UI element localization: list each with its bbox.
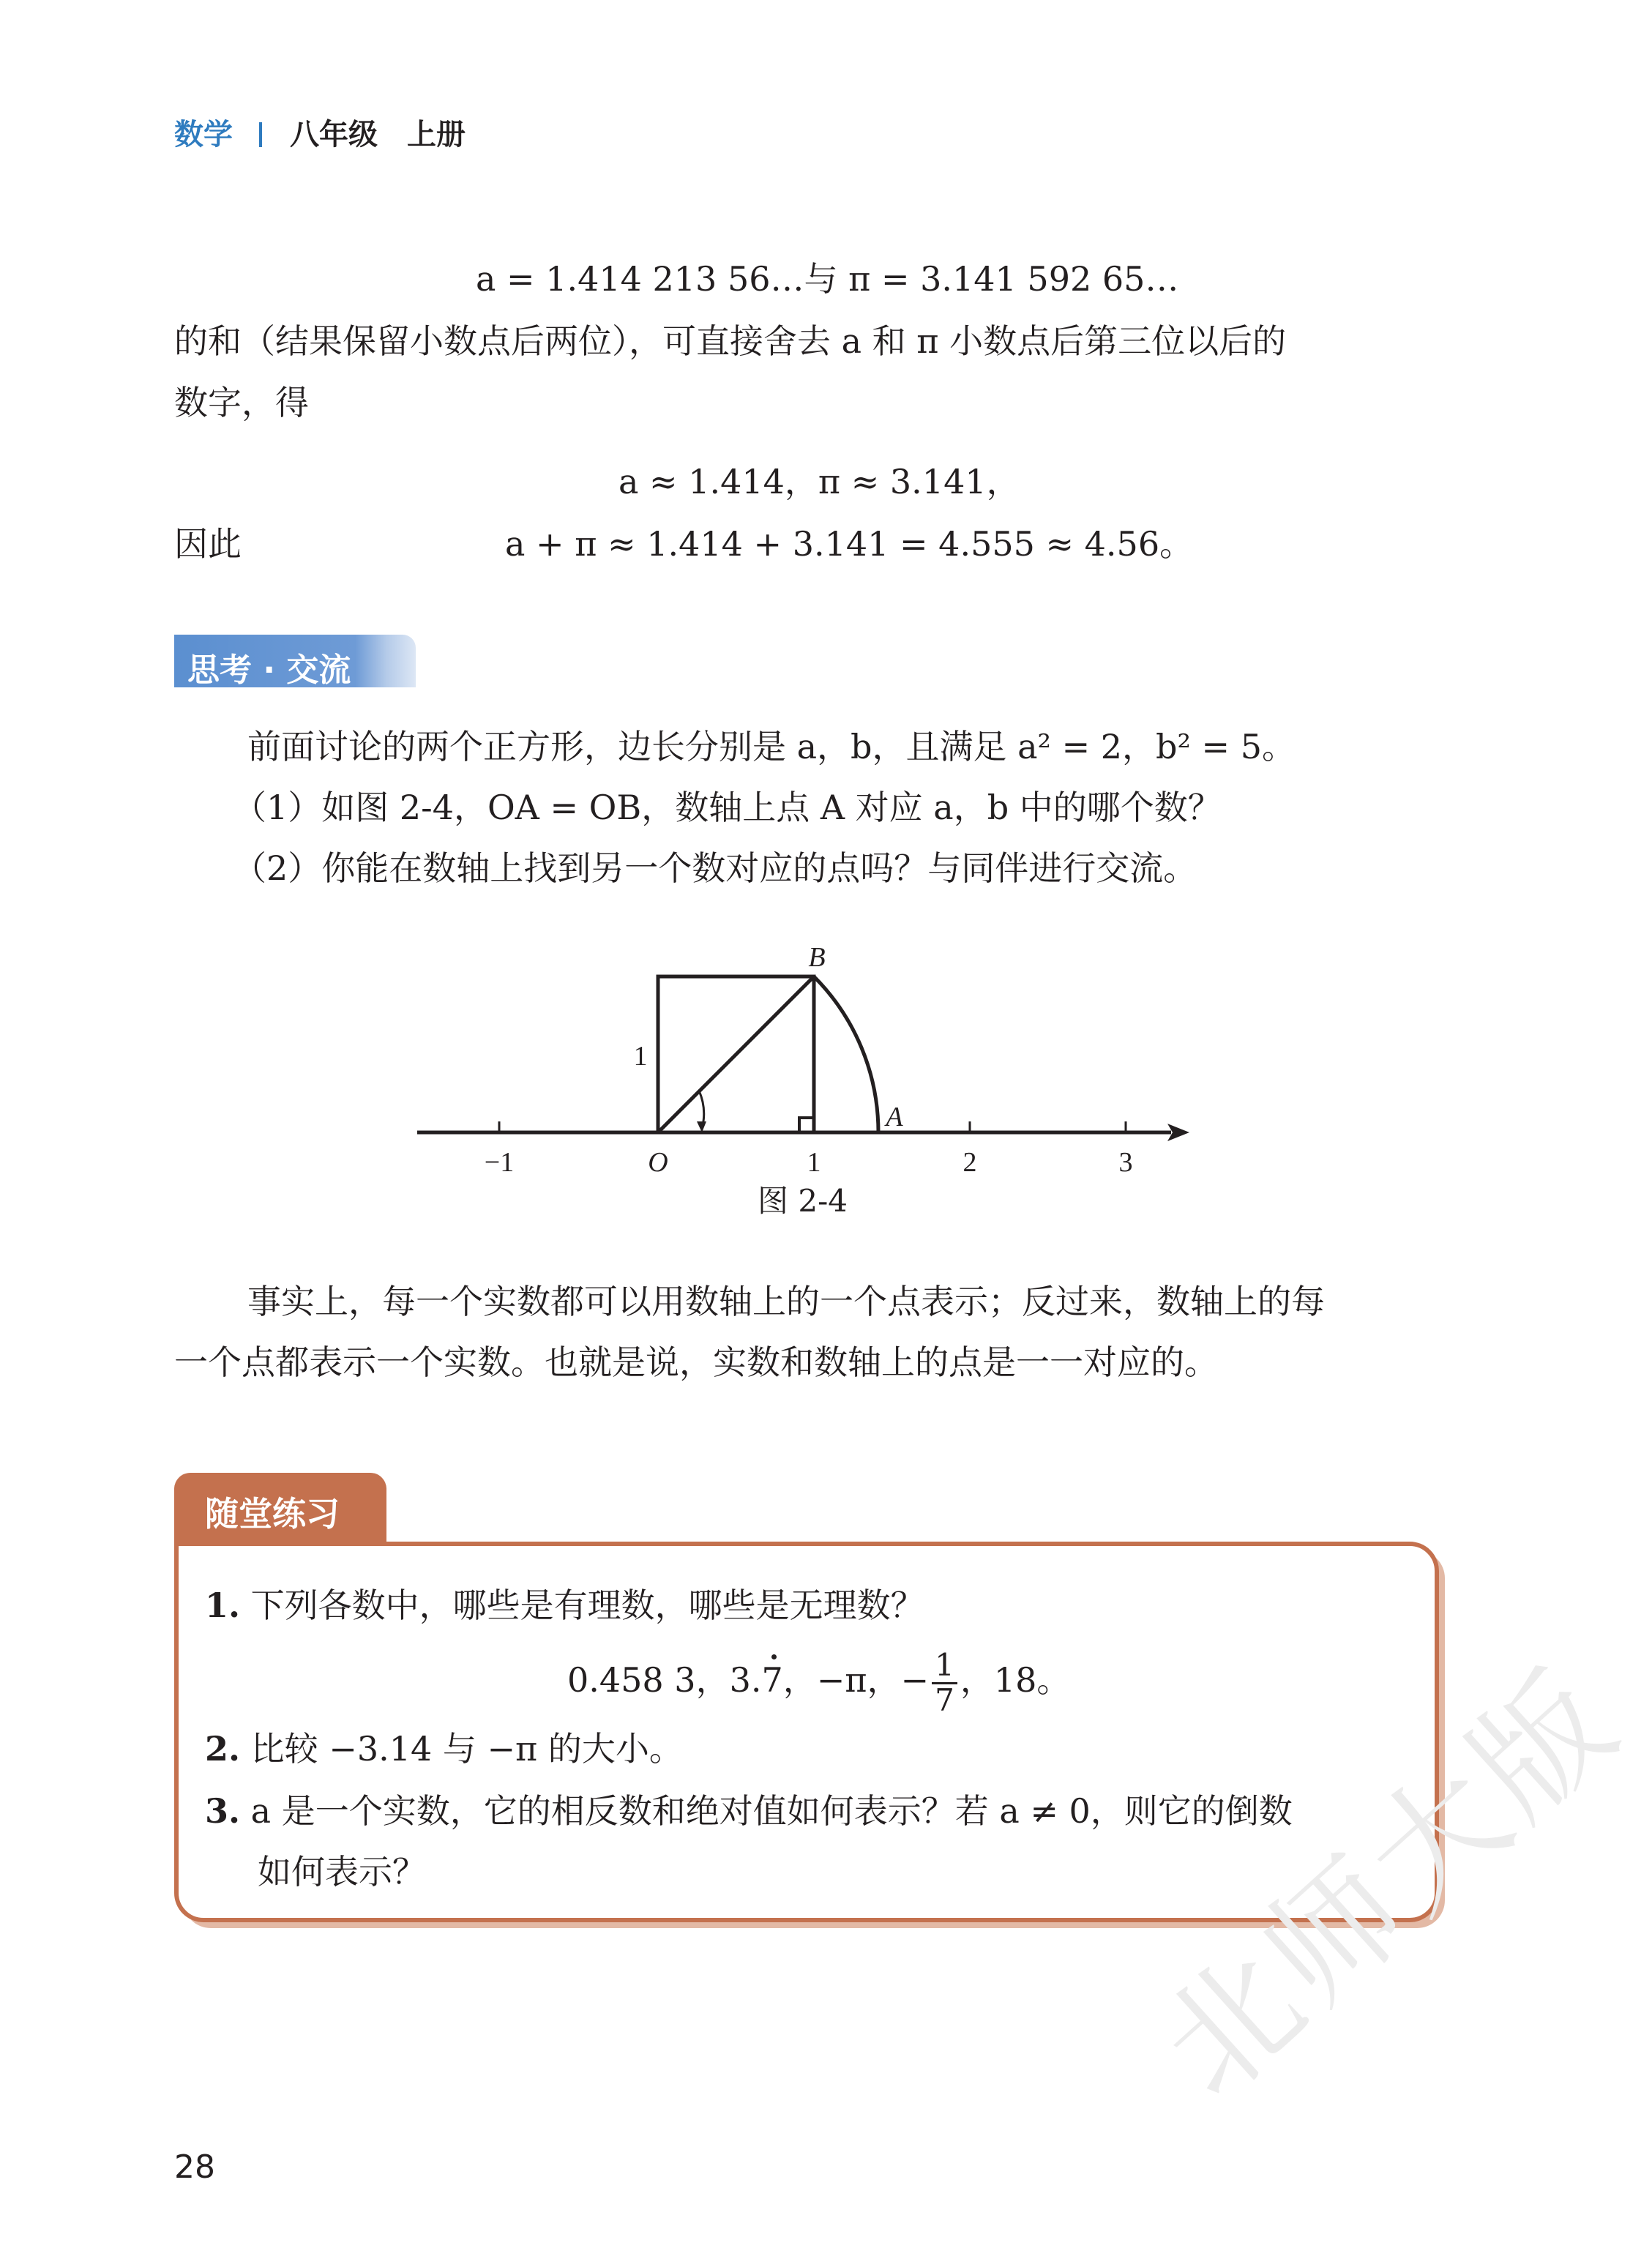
point-A-label: A [886, 1102, 903, 1132]
volume-label: 上册 [407, 118, 466, 152]
number-item: 0.458 3， [567, 1660, 730, 1700]
item-text: a 是一个实数，它的相反数和绝对值如何表示？若 a ≠ 0，则它的倒数 [250, 1791, 1293, 1831]
think-intro: 前面讨论的两个正方形，边长分别是 a，b，且满足 a² = 2，b² = 5。 [247, 727, 1296, 766]
question-2: （2）你能在数轴上找到另一个数对应的点吗？与同伴进行交流。 [233, 848, 1197, 888]
item-number: 2. [205, 1729, 241, 1769]
repeating-digit: 7 [761, 1660, 783, 1700]
exercise-tag [174, 1473, 386, 1546]
number-item: −π，− [816, 1660, 930, 1700]
therefore-label: 因此 [174, 524, 242, 564]
figure-caption: 图 2-4 [758, 1183, 848, 1219]
conclusion-line: 一个点都表示一个实数。也就是说，实数和数轴上的点是一一对应的。 [174, 1343, 1218, 1382]
fraction-denominator: 7 [935, 1681, 954, 1718]
point-B-label: B [808, 942, 826, 973]
conclusion-line: 事实上，每一个实数都可以用数轴上的一个点表示；反过来，数轴上的每 [247, 1282, 1325, 1321]
item-text: 下列各数中，哪些是有理数，哪些是无理数？ [250, 1586, 924, 1625]
number-item: 3. [729, 1660, 762, 1700]
header-divider [259, 122, 262, 147]
fraction-numerator: 1 [932, 1649, 957, 1684]
think-exchange-tag [174, 635, 416, 687]
formula-values: a = 1.414 213 56…与 π = 3.141 592 65… [476, 259, 1179, 299]
paragraph-line: 数字，得 [174, 383, 309, 422]
item-text: 比较 −3.14 与 −π 的大小。 [250, 1729, 683, 1769]
publisher-watermark: 北师大版 [1132, 1640, 1648, 2127]
side-length-label: 1 [633, 1041, 648, 1072]
exercise-item-3-cont: 如何表示？ [258, 1852, 426, 1892]
paragraph-line: 的和（结果保留小数点后两位），可直接舍去 a 和 π 小数点后第三位以后的 [174, 321, 1287, 361]
tick-label: O [648, 1147, 668, 1178]
tick-label: −1 [484, 1147, 515, 1178]
comma: ， [782, 1660, 817, 1700]
exercise-item-2 [205, 1729, 683, 1769]
formula-approx: a ≈ 1.414，π ≈ 3.141， [618, 462, 1020, 501]
grade-label: 八年级 [290, 118, 378, 152]
exercise-item-3 [205, 1791, 1293, 1831]
diagonal-OB [658, 977, 814, 1132]
tick-label: 2 [963, 1147, 977, 1178]
subject-label: 数学 [174, 118, 233, 152]
item-number: 3. [205, 1791, 241, 1831]
fraction [932, 1649, 957, 1716]
think-tag-label: 思考 · 交流 [187, 651, 351, 689]
running-header [174, 111, 466, 153]
page-number: 28 [174, 2148, 215, 2186]
right-angle-mark [799, 1118, 814, 1132]
number-item: ，18。 [960, 1660, 1071, 1700]
question-1: （1）如图 2-4，OA = OB，数轴上点 A 对应 a，b 中的哪个数？ [233, 788, 1222, 827]
exercise-item-1 [205, 1586, 924, 1625]
tick-label: 3 [1118, 1147, 1133, 1178]
tick-label: 1 [807, 1147, 821, 1178]
item-number: 1. [205, 1586, 241, 1625]
arc-B-to-A [814, 977, 878, 1132]
number-list [567, 1643, 1070, 1717]
formula-sum: a + π ≈ 1.414 + 3.141 = 4.555 ≈ 4.56。 [505, 524, 1194, 564]
exercise-tag-label: 随堂练习 [205, 1494, 340, 1534]
